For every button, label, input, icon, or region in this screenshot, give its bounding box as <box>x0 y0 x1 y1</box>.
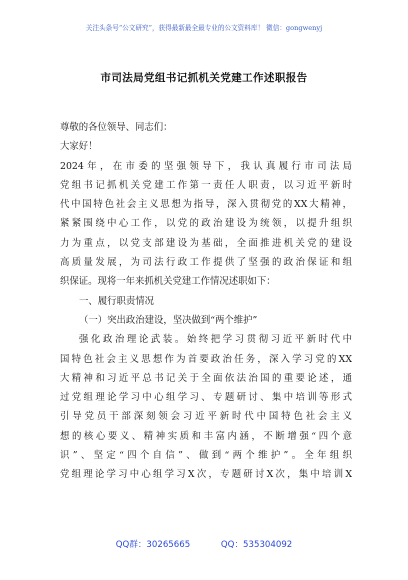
body-line: 大家好！ <box>60 141 98 153</box>
body-line: 紧紧围绕中心工作，以党的政治建设为统领，以提升组织 <box>60 218 352 230</box>
body-line: （一）突出政治建设，坚决做到“两个维护” <box>79 314 258 326</box>
footer-contact <box>0 538 408 550</box>
body-line: 织保证。现将一年来抓机关党建工作情况述职如下： <box>60 276 276 288</box>
body-line: 想的核心要义、精神实质和丰富内涵，不断增强“四个意 <box>60 430 352 442</box>
body-line: 强化政治理论武装。始终把学习贯彻习近平新时代中 <box>79 334 352 346</box>
document-body <box>60 118 352 485</box>
body-line: 尊敬的各位领导、同志们： <box>60 122 173 133</box>
footer-qq-group: QQ群：30265665 <box>115 540 191 550</box>
body-line: 引导党员干部深刻领会习近平新时代中国特色社会主义 <box>60 411 352 423</box>
document-title: 市司法局党组书记抓机关党建工作述职报告 <box>100 72 308 84</box>
body-line: 党组书记抓机关党建工作第一责任人职责，以习近平新时 <box>60 179 352 191</box>
body-line: 党组理论学习中心组学习X次，专题研讨X次，集中培训X <box>60 469 352 481</box>
body-line: 过党组理论学习中心组学习、专题研讨、集中培训等形式 <box>60 392 352 404</box>
footer-qq-number: QQ：535304092 <box>220 540 293 550</box>
body-line: 2024年，在市委的坚强领导下，我认真履行市司法局 <box>60 160 352 172</box>
body-line: 国特色社会主义思想作为首要政治任务，深入学习党的XX <box>60 353 352 365</box>
body-line: 一、履行职责情况 <box>79 295 155 307</box>
body-line: 力为重点，以党支部建设为基础，全面推进机关党的建设 <box>60 237 352 249</box>
body-line: 大精神和习近平总书记关于全面依法治国的重要论述，通 <box>60 372 352 384</box>
body-line: 代中国特色社会主义思想为指导，深入贯彻党的XX大精神， <box>60 199 352 211</box>
body-line: 识”、坚定“四个自信”、做到“两个维护”。全年组织 <box>60 450 352 462</box>
header-banner: 关注头条号“公文研究”，获得最新最全最专业的公文资料库！ 微信：gongwenyj <box>85 24 323 32</box>
body-line: 高质量发展，为司法行政工作提供了坚强的政治保证和组 <box>60 257 352 269</box>
